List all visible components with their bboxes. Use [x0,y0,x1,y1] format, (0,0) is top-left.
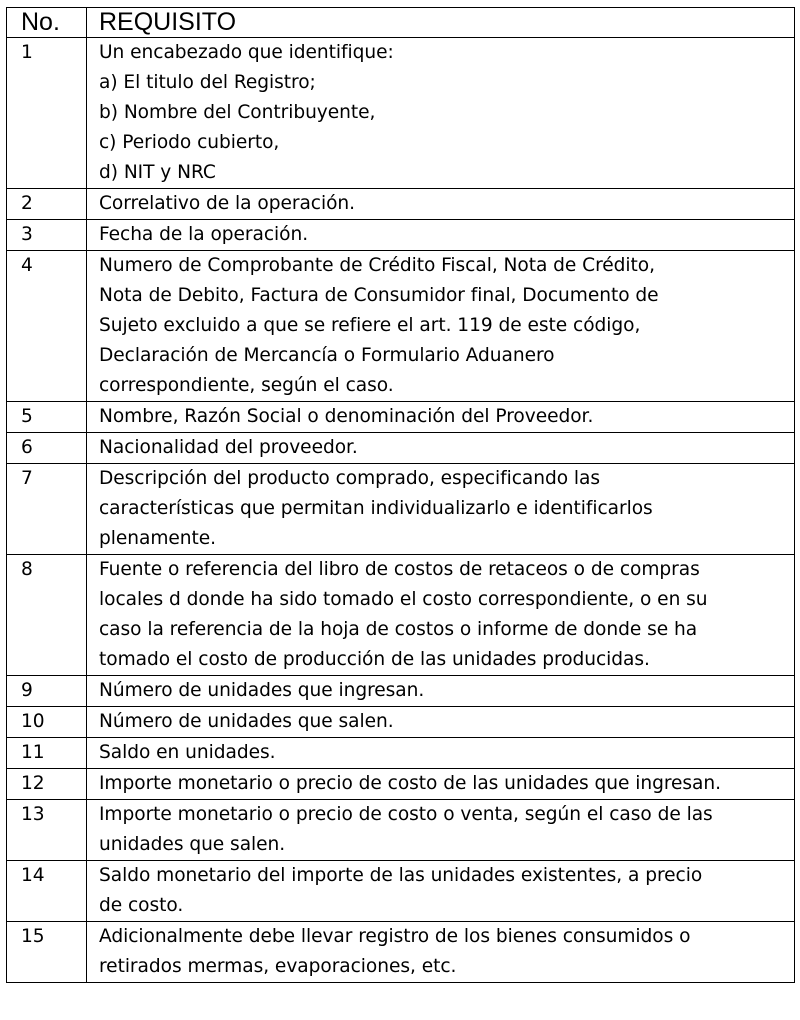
row-number: 7 [7,464,87,555]
row-number: 11 [7,738,87,769]
table-body [7,38,795,983]
table-row [7,769,795,800]
table-row [7,402,795,433]
table-row [7,922,795,983]
requirement-text [87,922,795,983]
requirement-line: correspondiente, según el caso. [99,375,394,396]
row-number: 8 [7,555,87,676]
requirement-line: de costo. [99,895,184,916]
requirement-line: Fuente o referencia del libro de costos de retaceos o de compras [99,559,700,580]
requirement-text [87,555,795,676]
requirement-line: Nacionalidad del proveedor. [99,437,358,458]
row-number: 12 [7,769,87,800]
requirement-line: Nombre, Razón Social o denominación del Proveedor. [99,406,594,427]
row-number: 9 [7,676,87,707]
requirement-line: c) Periodo cubierto, [99,132,280,153]
table-row [7,676,795,707]
row-number: 2 [7,189,87,220]
row-number: 14 [7,861,87,922]
row-number: 13 [7,800,87,861]
table-row [7,433,795,464]
table-row [7,464,795,555]
requirement-line: d) NIT y NRC [99,162,216,183]
requirement-line: b) Nombre del Contribuyente, [99,102,376,123]
requirement-line: Número de unidades que ingresan. [99,680,425,701]
requirement-line: Importe monetario o precio de costo de las unidades que ingresan. [99,773,721,794]
table-row [7,861,795,922]
column-header-no: No. [7,8,87,38]
requirement-text [87,251,795,402]
requirement-line: Saldo en unidades. [99,742,276,763]
table-row [7,189,795,220]
requirement-text [87,861,795,922]
requirement-text [87,707,795,738]
requirement-line: Adicionalmente debe llevar registro de los bienes consumidos o [99,926,691,947]
requirement-line: Correlativo de la operación. [99,193,355,214]
requirement-line: a) El titulo del Registro; [99,72,316,93]
table-row [7,38,795,189]
requirement-line: unidades que salen. [99,834,286,855]
requirement-text [87,800,795,861]
requirement-line: caso la referencia de la hoja de costos o informe de donde se ha [99,619,698,640]
requirement-text [87,769,795,800]
row-number: 1 [7,38,87,189]
row-number: 3 [7,220,87,251]
requirement-line: Un encabezado que identifique: [99,42,394,63]
row-number: 15 [7,922,87,983]
requirement-line: retirados mermas, evaporaciones, etc. [99,956,457,977]
row-number: 4 [7,251,87,402]
requirement-line: Importe monetario o precio de costo o venta, según el caso de las [99,804,713,825]
row-number: 10 [7,707,87,738]
header-row [7,8,795,38]
requirement-text [87,402,795,433]
row-number: 5 [7,402,87,433]
requirement-line: locales d donde ha sido tomado el costo correspondiente, o en su [99,589,708,610]
table-row [7,707,795,738]
requirement-text [87,38,795,189]
requirement-line: Sujeto excluido a que se refiere el art. 119 de este código, [99,315,641,336]
requirement-line: Saldo monetario del importe de las unidades existentes, a precio [99,865,703,886]
requirement-text [87,220,795,251]
requirement-line: tomado el costo de producción de las unidades producidas. [99,649,650,670]
requirement-text [87,433,795,464]
requirement-line: Numero de Comprobante de Crédito Fiscal, Nota de Crédito, [99,255,655,276]
requirement-text [87,189,795,220]
requirement-line: características que permitan individualizarlo e identificarlos [99,498,653,519]
requirement-line: Descripción del producto comprado, especificando las [99,468,601,489]
column-header-requisito: REQUISITO [87,8,795,38]
row-number: 6 [7,433,87,464]
requirement-line: Fecha de la operación. [99,224,309,245]
table-row [7,555,795,676]
table-row [7,800,795,861]
requirement-line: Declaración de Mercancía o Formulario Aduanero [99,345,555,366]
table-row [7,220,795,251]
requirements-table [6,7,795,983]
requirement-text [87,464,795,555]
requirement-line: Número de unidades que salen. [99,711,394,732]
table-row [7,738,795,769]
table-row [7,251,795,402]
requirement-text [87,738,795,769]
requirement-line: plenamente. [99,528,217,549]
requirement-text [87,676,795,707]
requirement-line: Nota de Debito, Factura de Consumidor final, Documento de [99,285,659,306]
